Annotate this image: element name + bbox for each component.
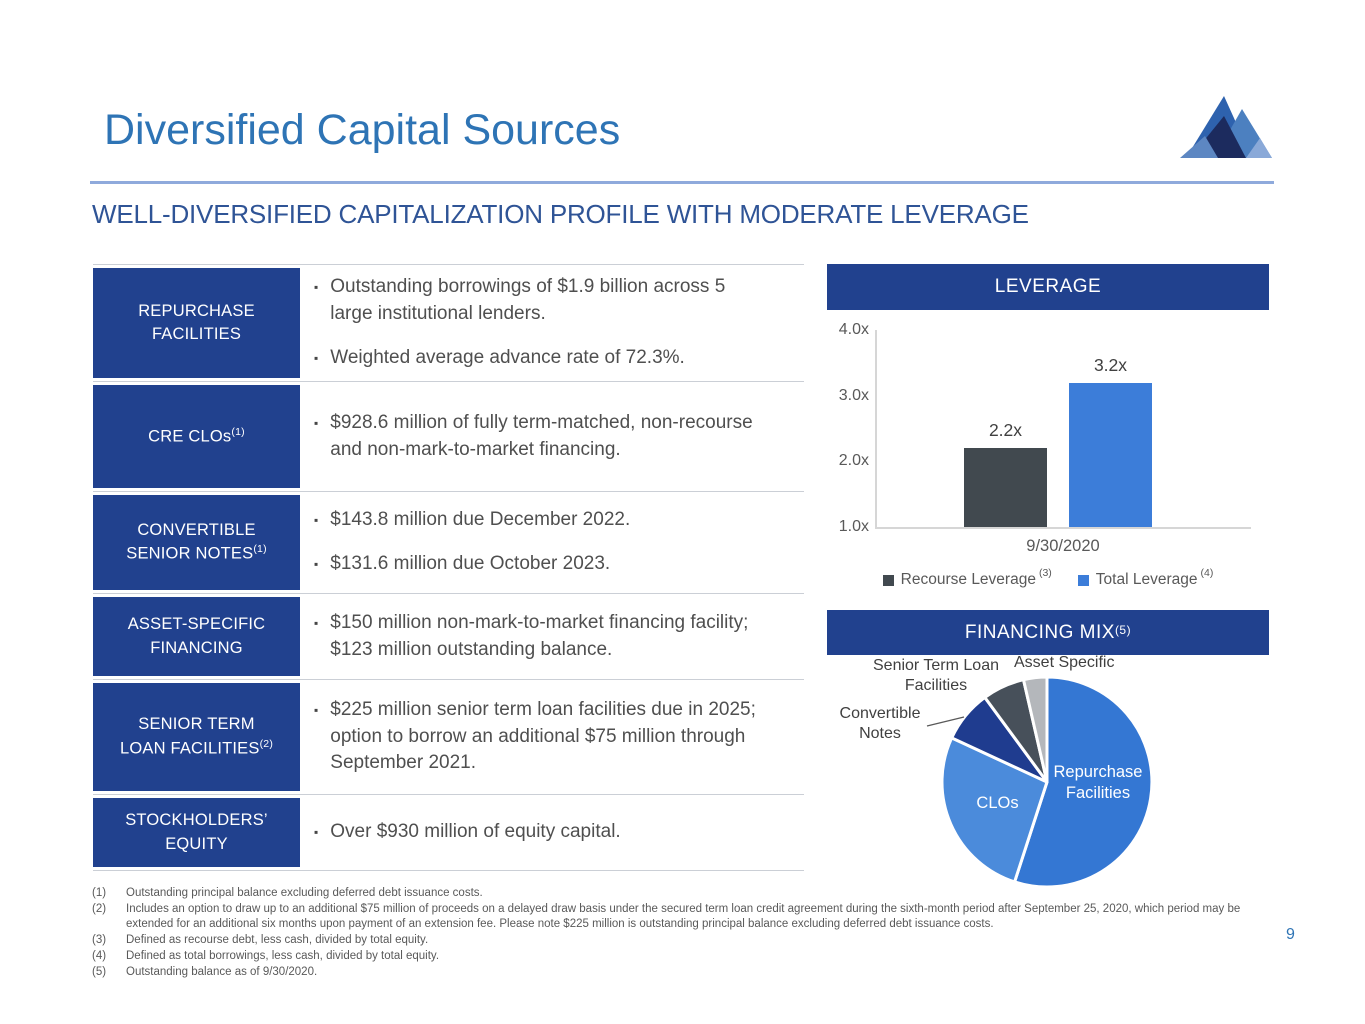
footnote: [92, 933, 1247, 948]
footnote-text: Outstanding balance as of 9/30/2020.: [126, 965, 318, 978]
financing-mix-title: [827, 610, 1269, 655]
row-header-cell: [93, 385, 300, 488]
bullet-text: Weighted average advance rate of 72.3%.: [330, 346, 685, 368]
row-header-text: REPURCHASE: [138, 301, 255, 320]
bullet-text: $143.8 million due December 2022.: [330, 509, 631, 531]
pie-label-asset-specific: Asset Specific: [1014, 654, 1115, 671]
pie-label-clos: CLOs: [976, 794, 1019, 812]
table-row: [93, 795, 804, 871]
table-row: [93, 265, 804, 382]
footnote-text: Includes an option to draw up to an additional $75 million of proceeds on a delayed draw basis under the secured term loan credit agreement during the sixth-month period after September 25, 2020, which period may be extended for an additional six months upon payment of an extension fee. Please note $225 million is outstanding principal balance excluding deferred debt issuance costs.: [126, 902, 1241, 930]
y-axis-tick-label: 1.0x: [838, 518, 869, 535]
row-bullets: [300, 382, 804, 491]
table-row: [93, 594, 804, 680]
row-header-text: CONVERTIBLE: [137, 520, 256, 539]
leverage-bar-chart: [827, 310, 1269, 610]
legend-label: Total Leverage: [1095, 571, 1198, 588]
row-bullets: [300, 795, 804, 870]
footnote-text: Defined as total borrowings, less cash, divided by total equity.: [126, 949, 440, 962]
row-header-cell: [93, 495, 300, 590]
bullet-item: [314, 274, 804, 328]
footnote-number: (3): [92, 933, 107, 946]
footnote-number: (5): [92, 965, 107, 978]
bullet-item: [314, 697, 804, 778]
row-header-cell: [93, 683, 300, 791]
bullet-square-icon: ▪: [314, 280, 319, 295]
footnote-ref: (2): [259, 737, 274, 750]
row-header-cell: [93, 798, 300, 867]
footnote: [92, 949, 1247, 964]
bar-value-label: 2.2x: [988, 420, 1023, 441]
pie-label-senior-term-loan-facilities: Senior Term Loan Facilities: [873, 657, 999, 694]
footnote: [92, 902, 1247, 932]
table-row: [93, 492, 804, 594]
legend-swatch-icon: [883, 575, 894, 586]
capitalization-table: [93, 264, 804, 871]
row-header-text: LOAN FACILITIES$^{(2)}$: [119, 737, 274, 758]
row-header-text: FACILITIES: [151, 325, 242, 343]
row-header-text: SENIOR TERM: [138, 715, 255, 734]
chart-legend: [827, 567, 1269, 589]
footnote-ref: (1): [253, 543, 267, 556]
row-header-text: FINANCING: [150, 638, 243, 657]
mountain-logo-icon: [1178, 96, 1274, 158]
page-title: Diversified Capital Sources: [104, 106, 621, 154]
bullet-item: [314, 610, 804, 664]
row-header-text: STOCKHOLDERS’: [125, 811, 268, 830]
footnote-ref: (5): [1114, 622, 1132, 637]
footnote-number: (2): [92, 902, 107, 915]
bullet-text: Over $930 million of equity capital.: [330, 821, 621, 843]
slide-subtitle: WELL-DIVERSIFIED CAPITALIZATION PROFILE WITH MODERATE LEVERAGE: [92, 199, 1029, 229]
legend-label: Recourse Leverage: [900, 571, 1036, 588]
row-header-text: CRE CLOs$^{(1)}$: [148, 425, 245, 446]
bullet-text: $150 million non-mark-to-market financing facility; $123 million outstanding balance.: [330, 611, 749, 660]
table-row: [93, 382, 804, 492]
footnote: [92, 965, 1247, 980]
legend-item: [1078, 567, 1214, 589]
y-axis-tick-label: 4.0x: [838, 321, 869, 338]
row-header-cell: [93, 268, 300, 378]
footnote-ref: (4): [1200, 567, 1214, 579]
pie-label-convertible-notes: Convertible Notes: [839, 705, 921, 742]
footnotes: [92, 886, 1247, 981]
y-axis-line: [875, 330, 877, 527]
bullet-square-icon: ▪: [314, 350, 319, 365]
total-leverage-bar: [1069, 383, 1152, 527]
leverage-chart-title: [827, 264, 1269, 310]
bullet-item: [314, 345, 804, 372]
footnote-number: (4): [92, 949, 107, 962]
bullet-text: Outstanding borrowings of $1.9 billion across 5 large institutional lenders.: [330, 276, 726, 325]
footnote-text: Defined as recourse debt, less cash, divided by total equity.: [126, 933, 429, 946]
footnote: [92, 886, 1247, 901]
row-bullets: [300, 265, 804, 381]
bullet-item: [314, 410, 804, 464]
x-axis-category-label: 9/30/2020: [1026, 537, 1100, 555]
bullet-square-icon: ▪: [314, 615, 319, 630]
bullet-square-icon: ▪: [314, 557, 319, 571]
footnote-text: Outstanding principal balance excluding deferred debt issuance costs.: [126, 887, 483, 899]
row-bullets: [300, 594, 804, 679]
row-header-text: EQUITY: [165, 834, 228, 853]
footnote-number: (1): [92, 887, 107, 899]
bullet-text: $131.6 million due October 2023.: [330, 553, 611, 574]
x-axis-line: [875, 527, 1251, 529]
footnote-ref: (1): [231, 425, 245, 438]
row-header-text: ASSET-SPECIFIC: [127, 615, 266, 634]
bar-value-label: 3.2x: [1093, 354, 1128, 375]
table-row: [93, 680, 804, 795]
bullet-text: $928.6 million of fully term-matched, non-recourse and non-mark-to-market financing.: [330, 411, 753, 460]
bullet-square-icon: ▪: [314, 513, 319, 528]
row-header-cell: [93, 597, 300, 676]
bullet-item: [314, 819, 804, 846]
page-number: 9: [1286, 926, 1295, 943]
legend-swatch-icon: [1078, 575, 1089, 586]
bullet-item: [314, 507, 804, 534]
row-header-text: SENIOR NOTES$^{(1)}$: [126, 543, 267, 563]
row-bullets: [300, 492, 804, 593]
bullet-item: [314, 551, 804, 578]
row-bullets: [300, 680, 804, 794]
leverage-title-text: LEVERAGE: [994, 276, 1102, 297]
y-axis-tick-label: 2.0x: [838, 452, 869, 470]
bullet-text: $225 million senior term loan facilities due in 2025; option to borrow an additional $75 million through September 2021.: [330, 698, 756, 774]
pie-label-repurchase-facilities: Repurchase Facilities: [1053, 763, 1143, 803]
y-axis-tick-label: 3.0x: [838, 386, 869, 404]
footnote-ref: (3): [1038, 567, 1052, 579]
bullet-square-icon: ▪: [314, 702, 319, 717]
bullet-square-icon: ▪: [314, 415, 319, 430]
recourse-leverage-bar: [964, 448, 1047, 527]
financing-title-text: FINANCING MIX: [964, 621, 1115, 643]
bullet-square-icon: ▪: [314, 825, 319, 840]
title-divider: [90, 181, 1274, 184]
legend-item: [883, 567, 1052, 589]
